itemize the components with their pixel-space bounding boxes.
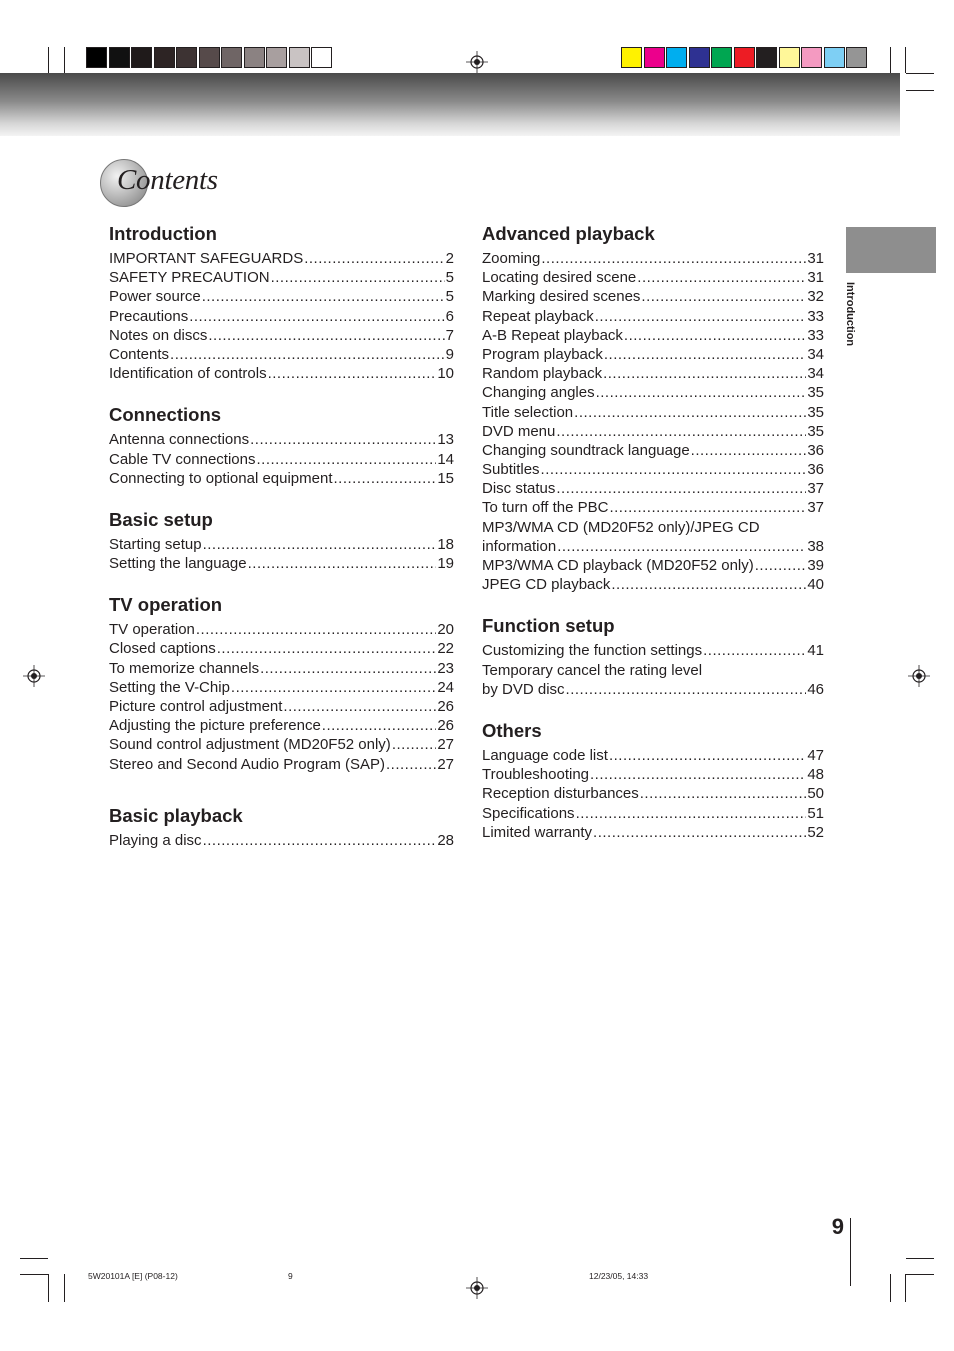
toc-section — [482, 614, 824, 699]
toc-section-title: Function setup — [482, 615, 615, 637]
color-swatch — [621, 47, 642, 68]
section-tab-label — [842, 282, 858, 362]
toc-section — [109, 593, 454, 774]
crop-mark — [906, 90, 934, 91]
toc-entry-label: Playing a disc — [109, 831, 202, 849]
toc-entry-page: 47 — [807, 746, 824, 764]
toc-entry-page: 40 — [807, 576, 824, 594]
toc-entry-page: 38 — [807, 537, 824, 555]
toc-entry-page: 37 — [807, 480, 824, 498]
toc-entry — [482, 518, 824, 537]
toc-entry — [109, 755, 454, 774]
toc-entry-label: Zooming — [482, 250, 541, 267]
crop-mark — [905, 47, 906, 73]
toc-entry — [482, 287, 824, 306]
toc-leader-dots — [271, 268, 445, 287]
toc-entry-label: To turn off the PBC — [482, 499, 609, 517]
header-band — [0, 73, 900, 136]
toc-entry-label: Repeat playback — [482, 307, 594, 325]
toc-leader-dots — [641, 287, 806, 306]
toc-entry — [109, 450, 454, 469]
color-swatch — [86, 47, 107, 68]
toc-leader-dots — [576, 804, 807, 823]
toc-entry — [109, 716, 454, 735]
toc-entry — [482, 680, 824, 699]
crop-mark — [906, 73, 934, 74]
toc-entry-label: Power source — [109, 288, 201, 306]
toc-leader-dots — [189, 307, 444, 326]
toc-entry-page: 34 — [807, 365, 824, 383]
toc-entry-label: Changing soundtrack language — [482, 441, 690, 459]
toc-entry-page: 39 — [807, 557, 824, 574]
toc-entry-page: 7 — [445, 326, 454, 344]
toc-entry — [109, 345, 454, 364]
toc-leader-dots — [541, 249, 806, 268]
toc-entry-page: 35 — [807, 384, 824, 402]
toc-entry-label: Picture control adjustment — [109, 698, 283, 715]
toc-entry-label: Specifications — [482, 804, 575, 822]
toc-entry-label: DVD menu — [482, 422, 556, 440]
toc-entry — [482, 479, 824, 498]
toc-entry — [109, 697, 454, 716]
toc-entry-page: 10 — [437, 365, 454, 383]
crop-mark — [906, 1274, 934, 1275]
toc-entry-page: 22 — [437, 640, 454, 658]
toc-entry-page: 13 — [437, 431, 454, 449]
footer-timestamp: 12/23/05, 14:33 — [589, 1271, 649, 1281]
toc-entry — [109, 430, 454, 449]
toc-entry-label: To memorize channels — [109, 659, 260, 677]
toc-entry — [482, 784, 824, 803]
toc-leader-dots — [603, 364, 806, 383]
toc-entry — [482, 345, 824, 364]
toc-entry-page: 19 — [437, 555, 454, 573]
footer-sheet-number: 9 — [288, 1271, 293, 1281]
contents-heading — [100, 158, 300, 208]
toc-entry — [109, 268, 454, 287]
toc-entry-label: by DVD disc — [482, 680, 565, 698]
toc-entry-page: 46 — [807, 680, 824, 698]
color-swatch — [846, 47, 867, 68]
toc-section-title: Introduction — [109, 223, 217, 244]
toc-entry-label: TV operation — [109, 621, 195, 639]
color-swatch — [176, 47, 197, 68]
toc-entry-label: Random playback — [482, 365, 603, 383]
toc-section — [109, 222, 454, 383]
toc-entry-label: information — [482, 537, 557, 555]
color-swatch — [734, 47, 755, 68]
toc-entry — [482, 307, 824, 326]
color-swatch — [824, 47, 845, 68]
toc-leader-dots — [386, 755, 436, 774]
toc-entry-label: Setting the language — [109, 555, 247, 573]
toc-section — [482, 719, 824, 842]
toc-entry-page: 48 — [807, 766, 824, 784]
toc-entry — [109, 249, 454, 268]
toc-leader-dots — [250, 430, 436, 449]
section-tab-text: Introduction — [844, 282, 856, 347]
toc-leader-dots — [593, 823, 806, 842]
toc-entry — [109, 620, 454, 639]
toc-leader-dots — [541, 460, 807, 479]
toc-entry-label: MP3/WMA CD (MD20F52 only)/JPEG CD — [482, 518, 760, 536]
toc-leader-dots — [170, 345, 445, 364]
toc-entry-label: A-B Repeat playback — [482, 326, 623, 344]
toc-leader-dots — [231, 678, 436, 697]
footer-file-code: 5W20101A [E] (P08-12) — [88, 1271, 178, 1281]
toc-entry — [109, 535, 454, 554]
toc-leader-dots — [755, 556, 807, 575]
toc-entry-page: 35 — [807, 422, 824, 440]
toc-entry-label: Temporary cancel the rating level — [482, 661, 703, 679]
toc-entry-page: 20 — [437, 621, 454, 639]
toc-leader-dots — [637, 268, 806, 287]
toc-entry-page: 28 — [437, 831, 454, 849]
crop-mark — [890, 1274, 891, 1302]
toc-entry — [482, 641, 824, 660]
toc-entry — [482, 268, 824, 287]
toc-leader-dots — [304, 249, 444, 268]
color-swatch — [131, 47, 152, 68]
toc-entry — [482, 498, 824, 517]
toc-entry-page: 36 — [807, 441, 824, 459]
toc-entry-label: Changing angles — [482, 384, 595, 402]
crop-mark — [20, 1274, 48, 1275]
toc-section — [109, 804, 454, 850]
toc-entry — [109, 678, 454, 697]
toc-entry-label: Stereo and Second Audio Program (SAP) — [109, 755, 385, 773]
toc-leader-dots — [217, 639, 437, 658]
registration-target-icon — [908, 665, 930, 687]
toc-leader-dots — [203, 831, 437, 850]
toc-entry-page: 9 — [445, 345, 454, 363]
crop-mark — [64, 1274, 65, 1302]
toc-entry — [482, 441, 824, 460]
toc-entry-label: Cable TV connections — [109, 450, 256, 468]
toc-entry-label: Closed captions — [109, 640, 216, 658]
toc-section-title: Basic playback — [109, 804, 243, 826]
toc-entry — [109, 307, 454, 326]
color-swatch — [756, 47, 777, 68]
toc-entry-page: 15 — [437, 469, 454, 487]
color-swatch — [311, 47, 332, 68]
toc-entry-page: 18 — [437, 535, 454, 553]
toc-leader-dots — [556, 479, 806, 498]
toc-leader-dots — [196, 620, 436, 639]
toc-entry-page: 26 — [437, 698, 454, 715]
toc-leader-dots — [268, 364, 437, 383]
toc-section-title: TV operation — [109, 594, 223, 616]
toc-leader-dots — [691, 441, 807, 460]
toc-entry-label: JPEG CD playback — [482, 576, 611, 594]
toc-entry — [482, 746, 824, 765]
toc-entry — [482, 661, 824, 680]
toc-entry-label: Limited warranty — [482, 823, 593, 841]
toc-entry — [482, 575, 824, 594]
toc-entry-label: Connecting to optional equipment — [109, 469, 333, 487]
toc-entry-label: Starting setup — [109, 535, 202, 553]
toc-entry — [482, 422, 824, 441]
toc-entry-page: 6 — [445, 307, 454, 325]
toc-entry — [109, 364, 454, 383]
registration-target-icon — [466, 1277, 488, 1299]
toc-leader-dots — [556, 422, 806, 441]
toc-entry — [482, 460, 824, 479]
toc-column-right — [482, 222, 824, 842]
toc-entry — [109, 639, 454, 658]
page-number-rule — [850, 1218, 851, 1286]
color-swatch — [801, 47, 822, 68]
toc-entry-page: 26 — [437, 717, 454, 735]
toc-leader-dots — [203, 535, 437, 554]
toc-entry — [482, 383, 824, 402]
toc-entry-label: Notes on discs — [109, 326, 208, 344]
color-swatch — [221, 47, 242, 68]
toc-entry-label: Antenna connections — [109, 431, 250, 449]
toc-entry-label: Customizing the function settings — [482, 642, 703, 660]
toc-entry — [109, 735, 454, 754]
toc-entry-page: 52 — [807, 823, 824, 841]
toc-entry-page: 31 — [807, 250, 824, 267]
toc-entry-label: Identification of controls — [109, 365, 267, 383]
color-swatch — [154, 47, 175, 68]
toc-entry-page: 24 — [437, 678, 454, 696]
toc-entry-label: Troubleshooting — [482, 766, 590, 784]
toc-entry — [482, 804, 824, 823]
toc-entry-label: Program playback — [482, 345, 603, 363]
section-tab — [846, 227, 936, 273]
toc-entry-label: Locating desired scene — [482, 269, 637, 287]
toc-entry — [109, 659, 454, 678]
toc-leader-dots — [624, 326, 806, 345]
toc-entry-page: 14 — [437, 450, 454, 468]
toc-entry — [482, 403, 824, 422]
color-swatch — [244, 47, 265, 68]
toc-entry-label: Disc status — [482, 480, 556, 498]
toc-leader-dots — [322, 716, 437, 735]
toc-entry — [482, 326, 824, 345]
toc-entry — [482, 556, 824, 575]
toc-entry — [482, 537, 824, 556]
toc-leader-dots — [611, 575, 806, 594]
toc-section-title: Basic setup — [109, 508, 213, 530]
toc-leader-dots — [334, 469, 437, 488]
toc-leader-dots — [260, 659, 436, 678]
toc-entry — [109, 326, 454, 345]
toc-entry-page: 33 — [807, 307, 824, 325]
crop-mark — [48, 1274, 49, 1302]
page-title: Contents — [117, 164, 218, 196]
toc-leader-dots — [590, 765, 806, 784]
toc-entry — [109, 287, 454, 306]
crop-mark — [64, 47, 65, 73]
toc-entry-label: Precautions — [109, 307, 189, 325]
color-swatch — [289, 47, 310, 68]
toc-entry-page: 35 — [807, 403, 824, 421]
toc-section — [109, 403, 454, 488]
color-swatch — [199, 47, 220, 68]
toc-entry — [482, 823, 824, 842]
color-swatch — [666, 47, 687, 68]
crop-mark — [890, 47, 891, 73]
toc-entry-label: Adjusting the picture preference — [109, 717, 321, 735]
color-swatch — [779, 47, 800, 68]
toc-entry-page: 51 — [807, 804, 824, 822]
color-swatch — [689, 47, 710, 68]
color-swatch — [711, 47, 732, 68]
toc-leader-dots — [609, 498, 806, 517]
toc-entry-page: 2 — [445, 250, 454, 267]
toc-leader-dots — [392, 735, 437, 754]
toc-leader-dots — [566, 680, 807, 699]
toc-entry-label: Subtitles — [482, 461, 540, 479]
toc-leader-dots — [574, 403, 806, 422]
color-swatch — [644, 47, 665, 68]
toc-section-title: Connections — [109, 404, 222, 426]
toc-entry-label: Reception disturbances — [482, 785, 639, 803]
crop-mark — [906, 1258, 934, 1259]
toc-entry — [482, 765, 824, 784]
toc-entry — [109, 554, 454, 573]
toc-entry-page: 31 — [807, 269, 824, 287]
toc-entry-page: 27 — [437, 755, 454, 773]
toc-entry-label: SAFETY PRECAUTION — [109, 269, 270, 287]
toc-leader-dots — [283, 697, 436, 716]
toc-leader-dots — [248, 554, 437, 573]
crop-mark — [20, 1258, 48, 1259]
toc-section-title: Others — [482, 719, 542, 741]
process-color-bar — [621, 47, 869, 68]
toc-entry-label: Language code list — [482, 746, 608, 764]
toc-entry-page: 27 — [437, 736, 454, 754]
gray-color-bar — [86, 47, 334, 68]
toc-entry — [109, 831, 454, 850]
crop-mark — [905, 1274, 906, 1302]
toc-leader-dots — [208, 326, 444, 345]
toc-leader-dots — [609, 746, 806, 765]
toc-entry-label: Setting the V-Chip — [109, 678, 230, 696]
toc-entry-label: Title selection — [482, 403, 574, 421]
toc-leader-dots — [256, 450, 436, 469]
toc-leader-dots — [703, 641, 806, 660]
toc-leader-dots — [557, 537, 806, 556]
toc-entry-page: 33 — [807, 326, 824, 344]
registration-target-icon — [23, 665, 45, 687]
toc-leader-dots — [596, 383, 807, 402]
toc-entry-page: 41 — [807, 642, 824, 660]
registration-target-icon — [466, 51, 488, 73]
toc-entry-page: 50 — [807, 785, 824, 803]
toc-entry-page: 37 — [807, 499, 824, 517]
toc-entry-label: Contents — [109, 345, 170, 363]
color-swatch — [266, 47, 287, 68]
toc-entry-page: 5 — [445, 269, 454, 287]
toc-leader-dots — [604, 345, 806, 364]
toc-entry-label: IMPORTANT SAFEGUARDS — [109, 250, 304, 267]
toc-section — [109, 508, 454, 573]
toc-column-left — [109, 222, 454, 850]
toc-entry-page: 32 — [807, 288, 824, 306]
toc-leader-dots — [595, 307, 807, 326]
toc-entry-label: Marking desired scenes — [482, 288, 641, 306]
toc-entry — [482, 249, 824, 268]
toc-leader-dots — [202, 287, 445, 306]
color-swatch — [109, 47, 130, 68]
toc-section-title: Advanced playback — [482, 223, 655, 244]
crop-mark — [48, 47, 49, 73]
toc-leader-dots — [640, 784, 807, 803]
toc-entry-page: 5 — [445, 288, 454, 306]
toc-section — [482, 222, 824, 594]
page-number: 9 — [831, 1214, 844, 1239]
toc-entry-page: 34 — [807, 345, 824, 363]
toc-entry — [109, 469, 454, 488]
toc-entry — [482, 364, 824, 383]
toc-entry-label: Sound control adjustment (MD20F52 only) — [109, 736, 391, 754]
toc-entry-page: 23 — [437, 659, 454, 677]
toc-entry-label: MP3/WMA CD playback (MD20F52 only) — [482, 557, 754, 574]
toc-entry-page: 36 — [807, 461, 824, 479]
